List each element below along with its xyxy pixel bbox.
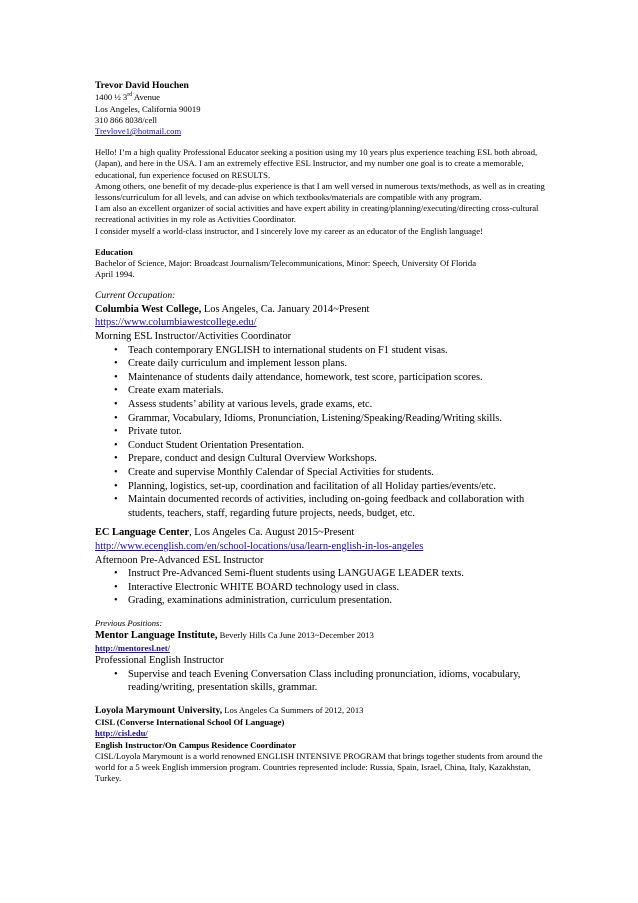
list-item: • Create and supervise Monthly Calendar of Special Activities for students.	[95, 466, 555, 480]
list-item: • Maintain documented records of activities, including on-going feedback and collaboration with students, teachers, staff, regarding future projects, needs, budget, etc.	[95, 493, 555, 520]
job-columbia	[95, 303, 555, 521]
job-mentor	[95, 629, 555, 695]
duty-list	[95, 344, 555, 521]
job-ec-language-center	[95, 526, 555, 608]
job-details: Los Angeles Ca Summers of 2012, 2013	[222, 704, 364, 715]
summary-block	[95, 147, 555, 237]
list-item: • Interactive Electronic WHITE BOARD technology used in class.	[95, 581, 555, 595]
email-link[interactable]: Trevlove1@hotmail.com	[95, 126, 182, 137]
list-item: • Create exam materials.	[95, 384, 555, 398]
list-item: • Maintenance of students daily attendance, homework, test score, participation scores.	[95, 371, 555, 385]
employer-name: Mentor Language Institute,	[95, 630, 218, 642]
job-role: English Instructor/On Campus Residence Coordinator	[95, 739, 297, 750]
resume-page	[95, 80, 555, 784]
duty-list	[95, 567, 555, 608]
street-address: 1400 ½ 3rd Avenue	[95, 92, 160, 103]
job-role: Afternoon Pre-Advanced ESL Instructor	[95, 554, 264, 566]
list-item: • Create daily curriculum and implement lesson plans.	[95, 357, 555, 371]
job-details: Beverly Hills Ca June 2013~December 2013	[217, 630, 374, 641]
employer-url[interactable]: http://cisl.edu/	[95, 728, 148, 739]
graduation-date: April 1994.	[95, 269, 135, 280]
contact-block	[95, 80, 555, 137]
current-occupation-heading: Current Occupation:	[95, 290, 176, 302]
education-heading: Education	[95, 246, 133, 257]
job-role: Morning ESL Instructor/Activities Coordinator	[95, 331, 292, 343]
duty-list	[95, 668, 555, 695]
list-item: • Supervise and teach Evening Conversation Class including pronunciation, idioms, vocabulary, reading/writing, presentation skills, grammar.	[95, 668, 555, 695]
employer-name: Columbia West College,	[95, 303, 202, 315]
job-title-line	[95, 526, 555, 540]
employer-url[interactable]: https://www.columbiawestcollege.edu/	[95, 317, 257, 329]
list-item: • Grammar, Vocabulary, Idioms, Pronunciation, Listening/Speaking/Reading/Writing skills.	[95, 412, 555, 426]
list-item: • Teach contemporary ENGLISH to international students on F1 student visas.	[95, 344, 555, 358]
list-item: • Instruct Pre-Advanced Semi-fluent students using LANGUAGE LEADER texts.	[95, 567, 555, 581]
summary-paragraph: Among others, one benefit of my decade-plus experience is that I am well versed in numerous texts/methods, as well as in creating lessons/curriculum for all levels, and can advise on which textbooks/materials are compatible with any program.	[95, 180, 545, 203]
summary-paragraph: I am also an excellent organizer of social activities and have expert ability in creating/planning/executing/directing cross-cultural recreational activities in my role as Activities Coordinator.	[95, 203, 539, 225]
employer-name: Loyola Marymount University,	[95, 704, 223, 716]
job-title-line	[95, 303, 555, 317]
list-item: • Planning, logistics, set-up, coordination and facilitation of all Holiday parties/events/etc.	[95, 480, 555, 494]
employer-url[interactable]: http://mentoresl.net/	[95, 642, 171, 653]
degree-line: Bachelor of Science, Major: Broadcast Journalism/Telecommunications, Minor: Speech, University Of Florida	[95, 258, 477, 269]
education-section	[95, 247, 555, 281]
list-item: • Private tutor.	[95, 425, 555, 439]
job-details: Los Angeles, Ca. January 2014~Present	[201, 303, 370, 315]
summary-paragraph: I consider myself a world-class instructor, and I sincerely love my career as an educator of the English language!	[95, 225, 483, 236]
employer-name: EC Language Center	[95, 527, 190, 539]
job-title-line	[95, 705, 555, 717]
current-occupation-section	[95, 290, 555, 607]
school-name: CISL (Converse International School Of Language)	[95, 717, 285, 728]
previous-positions-section	[95, 618, 555, 784]
job-details: , Los Angeles Ca. August 2015~Present	[189, 527, 355, 539]
phone-line: 310 866 8038/cell	[95, 114, 158, 125]
list-item: • Grading, examinations administration, curriculum presentation.	[95, 594, 555, 608]
list-item: • Assess students’ ability at various levels, grade exams, etc.	[95, 398, 555, 412]
job-role: Professional English Instructor	[95, 654, 224, 666]
job-title-line	[95, 629, 555, 643]
summary-paragraph: Hello! I’m a high quality Professional Educator seeking a position using my 10 years plus experience teaching ESL both abroad, (Japan), and here in the USA. I am an extremely effective ESL Instructor, and my number one goal is to create a memorable, educational, fun experience focused on RESULTS.	[95, 147, 538, 180]
program-description: CISL/Loyola Marymount is a world renowned ENGLISH INTENSIVE PROGRAM that brings together students from around the world for a 5 week English immersion program. Countries represented include: Russia, Spain, Israel, China, Italy, Kazakhstan, Turkey.	[95, 750, 543, 784]
city-line: Los Angeles, California 90019	[95, 103, 201, 114]
list-item: • Prepare, conduct and design Cultural Overview Workshops.	[95, 452, 555, 466]
employer-url[interactable]: http://www.ecenglish.com/en/school-locations/usa/learn-english-in-los-angeles	[95, 540, 424, 552]
candidate-name: Trevor David Houchen	[95, 80, 189, 91]
job-loyola	[95, 705, 555, 785]
previous-positions-heading: Previous Positions:	[95, 617, 163, 628]
list-item: • Conduct Student Orientation Presentation.	[95, 439, 555, 453]
